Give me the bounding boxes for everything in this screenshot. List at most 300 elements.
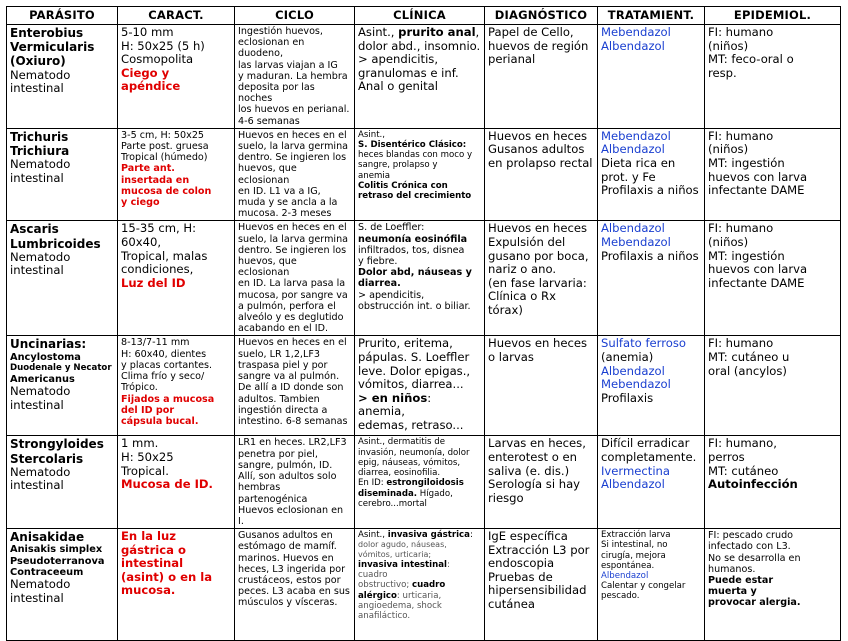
clinica-line: y fiebre.: [358, 256, 398, 268]
epid-bold: Autoinfección: [708, 477, 798, 492]
clinica-text: Hígado,: [417, 488, 453, 499]
diagnostico-line: IgE específica: [488, 529, 568, 544]
clinica-line: pápulas. S. Loeffler: [358, 350, 470, 365]
table-row: [7, 529, 841, 641]
caract-line: 5-10 mm: [121, 25, 174, 39]
parasite-species: Americanus: [10, 374, 75, 386]
table-row: [7, 336, 841, 436]
ciclo-line: De allí a ID donde son: [238, 382, 344, 394]
location-highlight: y ciego: [121, 197, 160, 209]
clinica-line: vómitos, urticaria;: [358, 550, 432, 560]
header-tratamiento: TRATAMIENT.: [598, 7, 705, 25]
cell-caract: [118, 336, 235, 436]
cell-caract: [118, 436, 235, 529]
cell-parasito: [7, 221, 118, 336]
ciclo-line: y maduran. La hembra: [238, 70, 348, 82]
clinica-line: [358, 489, 481, 499]
cell-caract: [118, 529, 235, 641]
cell-clinica: [355, 128, 485, 221]
diagnostico-line: Huevos en heces: [488, 128, 588, 143]
cell-ciclo: [235, 336, 355, 436]
ciclo-line: en ID. La larva pasa la: [238, 278, 346, 290]
cell-epidemiologia: [705, 221, 841, 336]
clinica-line: leve. Dolor epigas.,: [358, 363, 471, 378]
clinica-line: dolor agudo, náuseas,: [358, 540, 447, 550]
epid-line: MT: feco-oral o: [708, 52, 794, 67]
clinica-text: En ID:: [358, 478, 387, 489]
clinica-line: [358, 392, 481, 419]
parasite-name: Anisakidae: [10, 530, 85, 545]
drug-name: Albendazol: [601, 142, 665, 157]
location-highlight: del ID por: [121, 404, 175, 416]
drug-name: Mebendazol: [601, 25, 671, 39]
cell-parasito: [7, 529, 118, 641]
epid-line: MT: ingestión: [708, 156, 785, 171]
epid-line: (niños): [708, 38, 749, 53]
caract-line: 3-5 cm, H: 50x25: [121, 129, 205, 141]
diagnostico-line: o larvas: [488, 350, 534, 365]
location-highlight: gástrica o: [121, 542, 186, 557]
parasite-name: Stercolaris: [10, 451, 84, 466]
parasite-type: Nematodo: [10, 576, 71, 591]
clinica-line: Anal o genital: [358, 79, 439, 94]
clinica-line: [358, 591, 481, 601]
cell-clinica: [355, 529, 485, 641]
drug-name: Mebendazol: [601, 235, 671, 250]
diagnostico-line: gusano por boca,: [488, 248, 589, 263]
tratamiento-line: cirugía, mejora: [601, 550, 666, 561]
ciclo-line: músculos y vísceras.: [238, 597, 338, 609]
parasite-type: intestinal: [10, 397, 64, 412]
ciclo-line: Huevos eclosionan en I.: [238, 504, 344, 527]
diagnostico-line: huevos de región: [488, 38, 589, 53]
caract-line: H: 50x25: [121, 450, 174, 465]
cell-tratamiento: [598, 336, 705, 436]
cell-parasito: [7, 128, 118, 221]
diagnostico-line: nariz o ano.: [488, 262, 557, 277]
epid-line: MT: ingestión: [708, 248, 785, 263]
diagnostico-line: Gusanos adultos: [488, 142, 585, 157]
epid-line: resp.: [708, 65, 737, 80]
ciclo-line: los huevos en perianal.: [238, 104, 350, 116]
clinica-bold: neumonía eosinófila: [358, 233, 468, 245]
clinica-line: cerebro...mortal: [358, 498, 427, 509]
clinica-bold: invasiva gástrica: [387, 530, 470, 541]
parasite-name: Ascaris: [10, 222, 59, 237]
cell-diagnostico: [485, 25, 598, 129]
clinica-text: : cuadro: [358, 559, 450, 581]
ciclo-line: dentro. Se ingieren los: [238, 152, 347, 164]
cell-tratamiento: [598, 25, 705, 129]
caract-line: Tropical.: [121, 463, 169, 478]
tratamiento-line: Si intestinal, no: [601, 540, 668, 551]
clinica-text: :: [469, 530, 473, 541]
drug-name: Albendazol: [601, 570, 649, 581]
cell-epidemiologia: [705, 336, 841, 436]
cell-caract: [118, 128, 235, 221]
ciclo-line: 4-6 semanas: [238, 115, 300, 127]
ciclo-line: suelo, la larva germina: [238, 233, 349, 245]
caract-line: 1 mm.: [121, 436, 159, 451]
header-row: [7, 7, 841, 25]
clinica-text: : anemia,: [358, 390, 432, 419]
drug-name: Albendazol: [601, 38, 665, 53]
clinica-bold: Dolor abd, náuseas y: [358, 267, 472, 279]
clinica-line: Asint., dermatitis de: [358, 437, 445, 448]
epid-line: infectado con L3.: [708, 541, 791, 553]
cell-ciclo: [235, 221, 355, 336]
diagnostico-line: Serología si hay: [488, 477, 581, 492]
ciclo-line: Allí, son adultos solo: [238, 471, 337, 483]
caract-line: Trópico.: [121, 382, 158, 394]
ciclo-line: deposita por las noches: [238, 82, 315, 105]
epid-bold: provocar alergia.: [708, 597, 801, 609]
diagnostico-line: Papel de Cello,: [488, 25, 574, 39]
ciclo-line: muda y se ancla a la: [238, 197, 338, 209]
clinica-bold: diseminada.: [358, 488, 418, 499]
parasite-name: Trichiura: [10, 144, 70, 159]
diagnostico-line: riesgo: [488, 490, 524, 505]
header-epidemiologia: EPIDEMIOL.: [705, 7, 841, 25]
parasite-name: Enterobius: [10, 26, 84, 40]
location-highlight: Parte ant.: [121, 163, 175, 175]
location-highlight: En la luz: [121, 529, 177, 544]
ciclo-line: Huevos en heces en el: [238, 337, 347, 349]
clinica-text: obstructivo;: [358, 580, 412, 591]
clinica-line: Prurito, eritema,: [358, 336, 453, 351]
diagnostico-line: Extracción L3 por: [488, 542, 590, 557]
clinica-bold: diarrea.: [358, 278, 401, 290]
cell-epidemiologia: [705, 529, 841, 641]
location-highlight: cápsula bucal.: [121, 415, 199, 427]
ciclo-line: estómago de mamíf.: [238, 541, 337, 553]
ciclo-line: acabando en el ID.: [238, 323, 329, 335]
clinica-line: [358, 560, 481, 580]
tratamiento-line: pescado.: [601, 591, 640, 602]
clinica-bold: estrongiloidosis: [386, 478, 464, 489]
caract-line: Cosmopolita: [121, 52, 194, 67]
ciclo-line: crustáceos, estos por: [238, 574, 341, 586]
clinica-text: ,: [475, 25, 480, 39]
ciclo-line: sangre va al pulmón.: [238, 371, 340, 383]
clinica-line: diarrea, eosinofilia.: [358, 468, 441, 479]
clinica-bold: > en niños: [358, 390, 428, 405]
parasite-type: Nematodo: [10, 157, 71, 172]
diagnostico-line: en prolapso rectal: [488, 156, 593, 171]
caract-line: 60x40,: [121, 235, 162, 250]
parasite-type: Nematodo: [10, 464, 71, 479]
caract-line: Tropical, malas: [121, 248, 208, 263]
diagnostico-line: (en fase larvaria:: [488, 275, 587, 290]
parasite-type: intestinal: [10, 170, 64, 185]
parasite-name: Lumbricoides: [10, 236, 101, 251]
location-highlight: intestinal: [121, 556, 184, 571]
cell-diagnostico: [485, 529, 598, 641]
cell-caract: [118, 25, 235, 129]
header-clinica: CLÍNICA: [355, 7, 485, 25]
tratamiento-line: Dieta rica en: [601, 156, 676, 171]
clinica-line: vómitos, diarrea...: [358, 377, 464, 392]
ciclo-line: eclosionan en duodeno,: [238, 37, 305, 60]
ciclo-line: mucosa, por sangre va: [238, 289, 348, 301]
epid-line: infectante DAME: [708, 275, 805, 290]
ciclo-line: Huevos en heces en el: [238, 129, 347, 141]
cell-clinica: [355, 221, 485, 336]
epid-bold: Puede estar: [708, 574, 774, 586]
parasite-name: Strongyloides: [10, 437, 104, 452]
clinica-bold: retraso del crecimiento: [358, 191, 472, 202]
header-parasito: PARÁSITO: [7, 7, 118, 25]
drug-name: Mebendazol: [601, 128, 671, 143]
ciclo-line: dentro. Se ingieren los: [238, 244, 347, 256]
clinica-line: infiltrados, tos, disnea: [358, 244, 465, 256]
clinica-line: [358, 580, 481, 590]
ciclo-line: suelo, la larva germina: [238, 141, 349, 153]
location-highlight: insertada en: [121, 174, 190, 186]
ciclo-line: mucosa. 2-3 meses: [238, 208, 332, 220]
header-ciclo: CICLO: [235, 7, 355, 25]
epid-line: No se desarrolla en: [708, 552, 801, 564]
tratamiento-line: espontánea.: [601, 560, 655, 571]
caract-line: 15-35 cm, H:: [121, 221, 197, 236]
ciclo-line: Gusanos adultos en: [238, 530, 333, 542]
diagnostico-line: Clínica o Rx tórax): [488, 289, 556, 318]
clinica-text: Asint.,: [358, 25, 399, 39]
epid-line: FI: humano: [708, 221, 774, 236]
ciclo-line: suelo, LR 1,2,LF3: [238, 348, 320, 360]
clinica-line: S. de Loeffler:: [358, 222, 425, 234]
tratamiento-line: Profilaxis a niños: [601, 248, 699, 263]
clinica-line: sangre, prolapso y: [358, 160, 438, 171]
epid-line: (niños): [708, 142, 749, 157]
clinica-line: [358, 478, 481, 488]
ciclo-line: heces, L3 ingerida por: [238, 563, 346, 575]
parasite-species: Duodenale y Necator: [10, 362, 112, 373]
clinica-line: angioedema, shock: [358, 600, 442, 611]
ciclo-line: intestino. 6-8 semanas: [238, 415, 348, 427]
cell-clinica: [355, 25, 485, 129]
clinica-line: heces blandas con moco y: [358, 150, 473, 161]
clinica-line: epig, náuseas, vómitos,: [358, 457, 461, 468]
header-diagnostico: DIAGNÓSTICO: [485, 7, 598, 25]
epid-line: FI: pescado crudo: [708, 530, 794, 542]
ciclo-line: Ingestión huevos,: [238, 26, 323, 37]
epid-line: oral (ancylos): [708, 363, 787, 378]
location-highlight: apéndice: [121, 79, 181, 94]
clinica-line: edemas, retraso...: [358, 418, 464, 433]
clinica-bold: alérgico: [358, 590, 397, 601]
diagnostico-line: endoscopia: [488, 556, 555, 571]
caract-line: Clima frío y seco/: [121, 371, 205, 383]
caract-line: y placas cortantes.: [121, 359, 213, 371]
ciclo-line: sangre, pulmón, ID.: [238, 459, 333, 471]
parasite-name: Trichuris: [10, 129, 69, 144]
ciclo-line: las larvas viajan a IG: [238, 59, 338, 71]
ciclo-line: ingestión directa a: [238, 404, 328, 416]
clinica-line: > apendicitis,: [358, 289, 425, 301]
parasite-species: Contraceeum: [10, 566, 84, 578]
epid-line: (niños): [708, 235, 749, 250]
epid-line: FI: humano: [708, 336, 774, 351]
ciclo-line: a pulmón, perfora el: [238, 300, 336, 312]
parasite-species: Ancylostoma: [10, 351, 81, 363]
clinica-line: Asint.,: [358, 129, 386, 140]
cell-diagnostico: [485, 436, 598, 529]
drug-name: Sulfato ferroso: [601, 336, 686, 351]
epid-line: huevos con larva: [708, 262, 808, 277]
diagnostico-line: cutánea: [488, 597, 535, 612]
ciclo-line: en ID. L1 va a IG,: [238, 185, 321, 197]
diagnostico-line: Expulsión del: [488, 235, 566, 250]
cell-parasito: [7, 25, 118, 129]
tratamiento-line: prot. y Fe: [601, 169, 656, 184]
parasite-name: (Oxiuro): [10, 54, 66, 69]
epid-bold: muerta y: [708, 586, 757, 598]
location-highlight: mucosa.: [121, 583, 176, 598]
diagnostico-line: Larvas en heces,: [488, 436, 586, 451]
clinica-line: [358, 26, 481, 40]
drug-name: Albendazol: [601, 363, 665, 378]
clinica-line: dolor abd., insomnio.: [358, 38, 481, 53]
parasite-type: intestinal: [10, 590, 64, 605]
tratamiento-line: Profilaxis a niños: [601, 183, 699, 198]
diagnostico-line: hipersensibilidad: [488, 583, 587, 598]
tratamiento-line: (anemia): [601, 350, 654, 365]
location-highlight: Fijados a mucosa: [121, 393, 215, 405]
ciclo-line: traspasa piel y por: [238, 359, 328, 371]
drug-name: Ivermectina: [601, 463, 670, 478]
clinica-line: > apendicitis,: [358, 52, 439, 67]
cell-ciclo: [235, 529, 355, 641]
ciclo-line: hembras partenogénica: [238, 482, 308, 505]
cell-clinica: [355, 336, 485, 436]
ciclo-line: penetra por piel,: [238, 448, 318, 460]
parasite-type: Nematodo: [10, 249, 71, 264]
drug-name: Mebendazol: [601, 377, 671, 392]
ciclo-line: marinos. Huevos en: [238, 552, 334, 564]
tratamiento-line: Difícil erradicar: [601, 436, 690, 451]
table-row: [7, 221, 841, 336]
parasite-name: Vermicularis: [10, 40, 95, 55]
diagnostico-line: enterotest o en: [488, 450, 577, 465]
ciclo-line: adultos. Tambien: [238, 393, 320, 405]
clinica-text: : urticaria,: [396, 590, 442, 601]
tratamiento-line: Extracción larva: [601, 530, 671, 541]
ciclo-line: Huevos en heces en el: [238, 222, 347, 234]
epid-line: humanos.: [708, 563, 756, 575]
clinica-line: anafiláctico.: [358, 610, 411, 621]
clinica-bold: S. Disentérico Clásico:: [358, 140, 467, 151]
caract-line: condiciones,: [121, 262, 194, 277]
diagnostico-line: perianal: [488, 52, 536, 67]
epid-line: MT: cutáneo: [708, 463, 779, 478]
caract-line: Tropical (húmedo): [121, 152, 208, 164]
parasite-type: Nematodo: [10, 384, 71, 399]
cell-tratamiento: [598, 529, 705, 641]
parasite-table: [6, 6, 841, 641]
cell-caract: [118, 221, 235, 336]
cell-ciclo: [235, 436, 355, 529]
epid-line: FI: humano,: [708, 436, 777, 451]
table-row: [7, 128, 841, 221]
location-highlight: (asint) o en la: [121, 569, 213, 584]
parasite-type: intestinal: [10, 81, 64, 96]
ciclo-line: alveólo y es deglutido: [238, 312, 344, 324]
tratamiento-line: Profilaxis: [601, 390, 654, 405]
table-row: [7, 436, 841, 529]
ciclo-line: huevos, que eclosionan: [238, 256, 297, 279]
header-caract: CARACT.: [118, 7, 235, 25]
clinica-line: [358, 530, 481, 540]
location-highlight: Ciego y: [121, 65, 170, 80]
location-highlight: mucosa de colon: [121, 185, 212, 197]
table-row: [7, 25, 841, 129]
clinica-bold: Colitis Crónica con: [358, 180, 448, 191]
clinica-text: Asint.,: [358, 530, 388, 541]
clinica-line: anemia: [358, 170, 391, 181]
clinica-line: granulomas e inf.: [358, 65, 459, 80]
caract-line: Parte post. gruesa: [121, 141, 209, 153]
clinica-bold: invasiva intestinal: [358, 559, 447, 570]
cell-tratamiento: [598, 436, 705, 529]
cell-parasito: [7, 336, 118, 436]
tratamiento-line: completamente.: [601, 450, 697, 465]
clinica-bold: prurito anal: [398, 25, 476, 39]
caract-line: H: 50x25 (5 h): [121, 38, 205, 53]
epid-line: MT: cutáneo u: [708, 350, 790, 365]
location-highlight: Luz del ID: [121, 275, 186, 290]
cell-epidemiologia: [705, 436, 841, 529]
epid-line: FI: humano: [708, 25, 774, 39]
caract-line: 8-13/7-11 mm: [121, 337, 190, 349]
drug-name: Albendazol: [601, 477, 665, 492]
epid-line: perros: [708, 450, 745, 465]
cell-epidemiologia: [705, 25, 841, 129]
parasite-type: Nematodo: [10, 67, 71, 82]
cell-diagnostico: [485, 128, 598, 221]
parasite-type: intestinal: [10, 478, 64, 493]
location-highlight: Mucosa de ID.: [121, 477, 213, 492]
cell-diagnostico: [485, 336, 598, 436]
cell-tratamiento: [598, 221, 705, 336]
epid-line: huevos con larva: [708, 169, 808, 184]
diagnostico-line: saliva (e. dis.): [488, 463, 570, 478]
parasite-species: Pseudoterranova: [10, 555, 105, 567]
caract-line: H: 60x40, dientes: [121, 348, 207, 360]
epid-line: FI: humano: [708, 128, 774, 143]
cell-parasito: [7, 436, 118, 529]
ciclo-line: LR1 en heces. LR2,LF3: [238, 437, 347, 449]
ciclo-line: peces. L3 acaba en sus: [238, 586, 350, 598]
cell-ciclo: [235, 128, 355, 221]
clinica-bold: cuadro: [412, 580, 446, 591]
diagnostico-line: Huevos en heces: [488, 336, 588, 351]
parasite-name: Uncinarias:: [10, 337, 87, 352]
cell-tratamiento: [598, 128, 705, 221]
parasite-species: Anisakis simplex: [10, 544, 103, 556]
cell-diagnostico: [485, 221, 598, 336]
cell-ciclo: [235, 25, 355, 129]
tratamiento-line: Calentar y congelar: [601, 581, 686, 592]
drug-name: Albendazol: [601, 221, 665, 236]
cell-epidemiologia: [705, 128, 841, 221]
parasite-type: intestinal: [10, 263, 64, 278]
diagnostico-line: Pruebas de: [488, 569, 553, 584]
clinica-line: obstrucción int. o biliar.: [358, 300, 471, 312]
ciclo-line: huevos, que eclosionan: [238, 163, 297, 186]
clinica-line: invasión, neumonía, dolor: [358, 447, 470, 458]
cell-clinica: [355, 436, 485, 529]
